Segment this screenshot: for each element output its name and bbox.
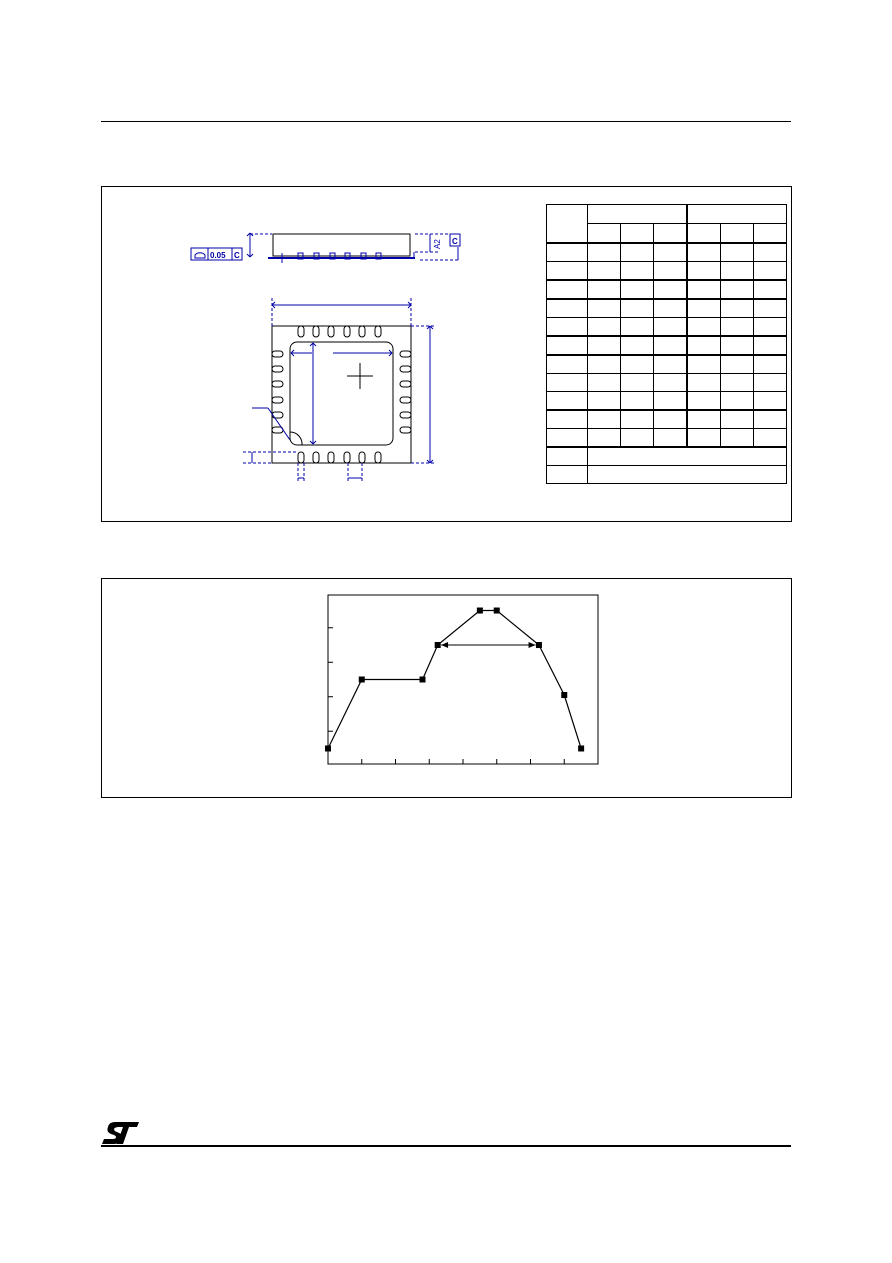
series-line	[328, 611, 581, 749]
flatness-value: 0.05	[210, 251, 226, 260]
x-tick-marks	[362, 759, 565, 764]
data-point	[494, 608, 500, 614]
data-point	[477, 608, 483, 614]
arrow-head-left	[441, 642, 448, 648]
a2-label: A2	[433, 239, 442, 249]
arrow-head-right	[529, 642, 536, 648]
data-point	[578, 745, 584, 751]
y-tick-marks	[328, 628, 333, 731]
annotation-arrow	[441, 642, 536, 648]
data-point	[359, 677, 365, 683]
footer-rule	[101, 1145, 791, 1147]
data-point	[536, 642, 542, 648]
data-point	[435, 642, 441, 648]
data-point	[325, 745, 331, 751]
datum-label: C	[452, 237, 458, 246]
data-point	[561, 692, 567, 698]
data-point	[420, 677, 426, 683]
series-points	[325, 608, 584, 752]
st-logo	[101, 1120, 141, 1146]
flatness-datum: C	[234, 251, 240, 260]
